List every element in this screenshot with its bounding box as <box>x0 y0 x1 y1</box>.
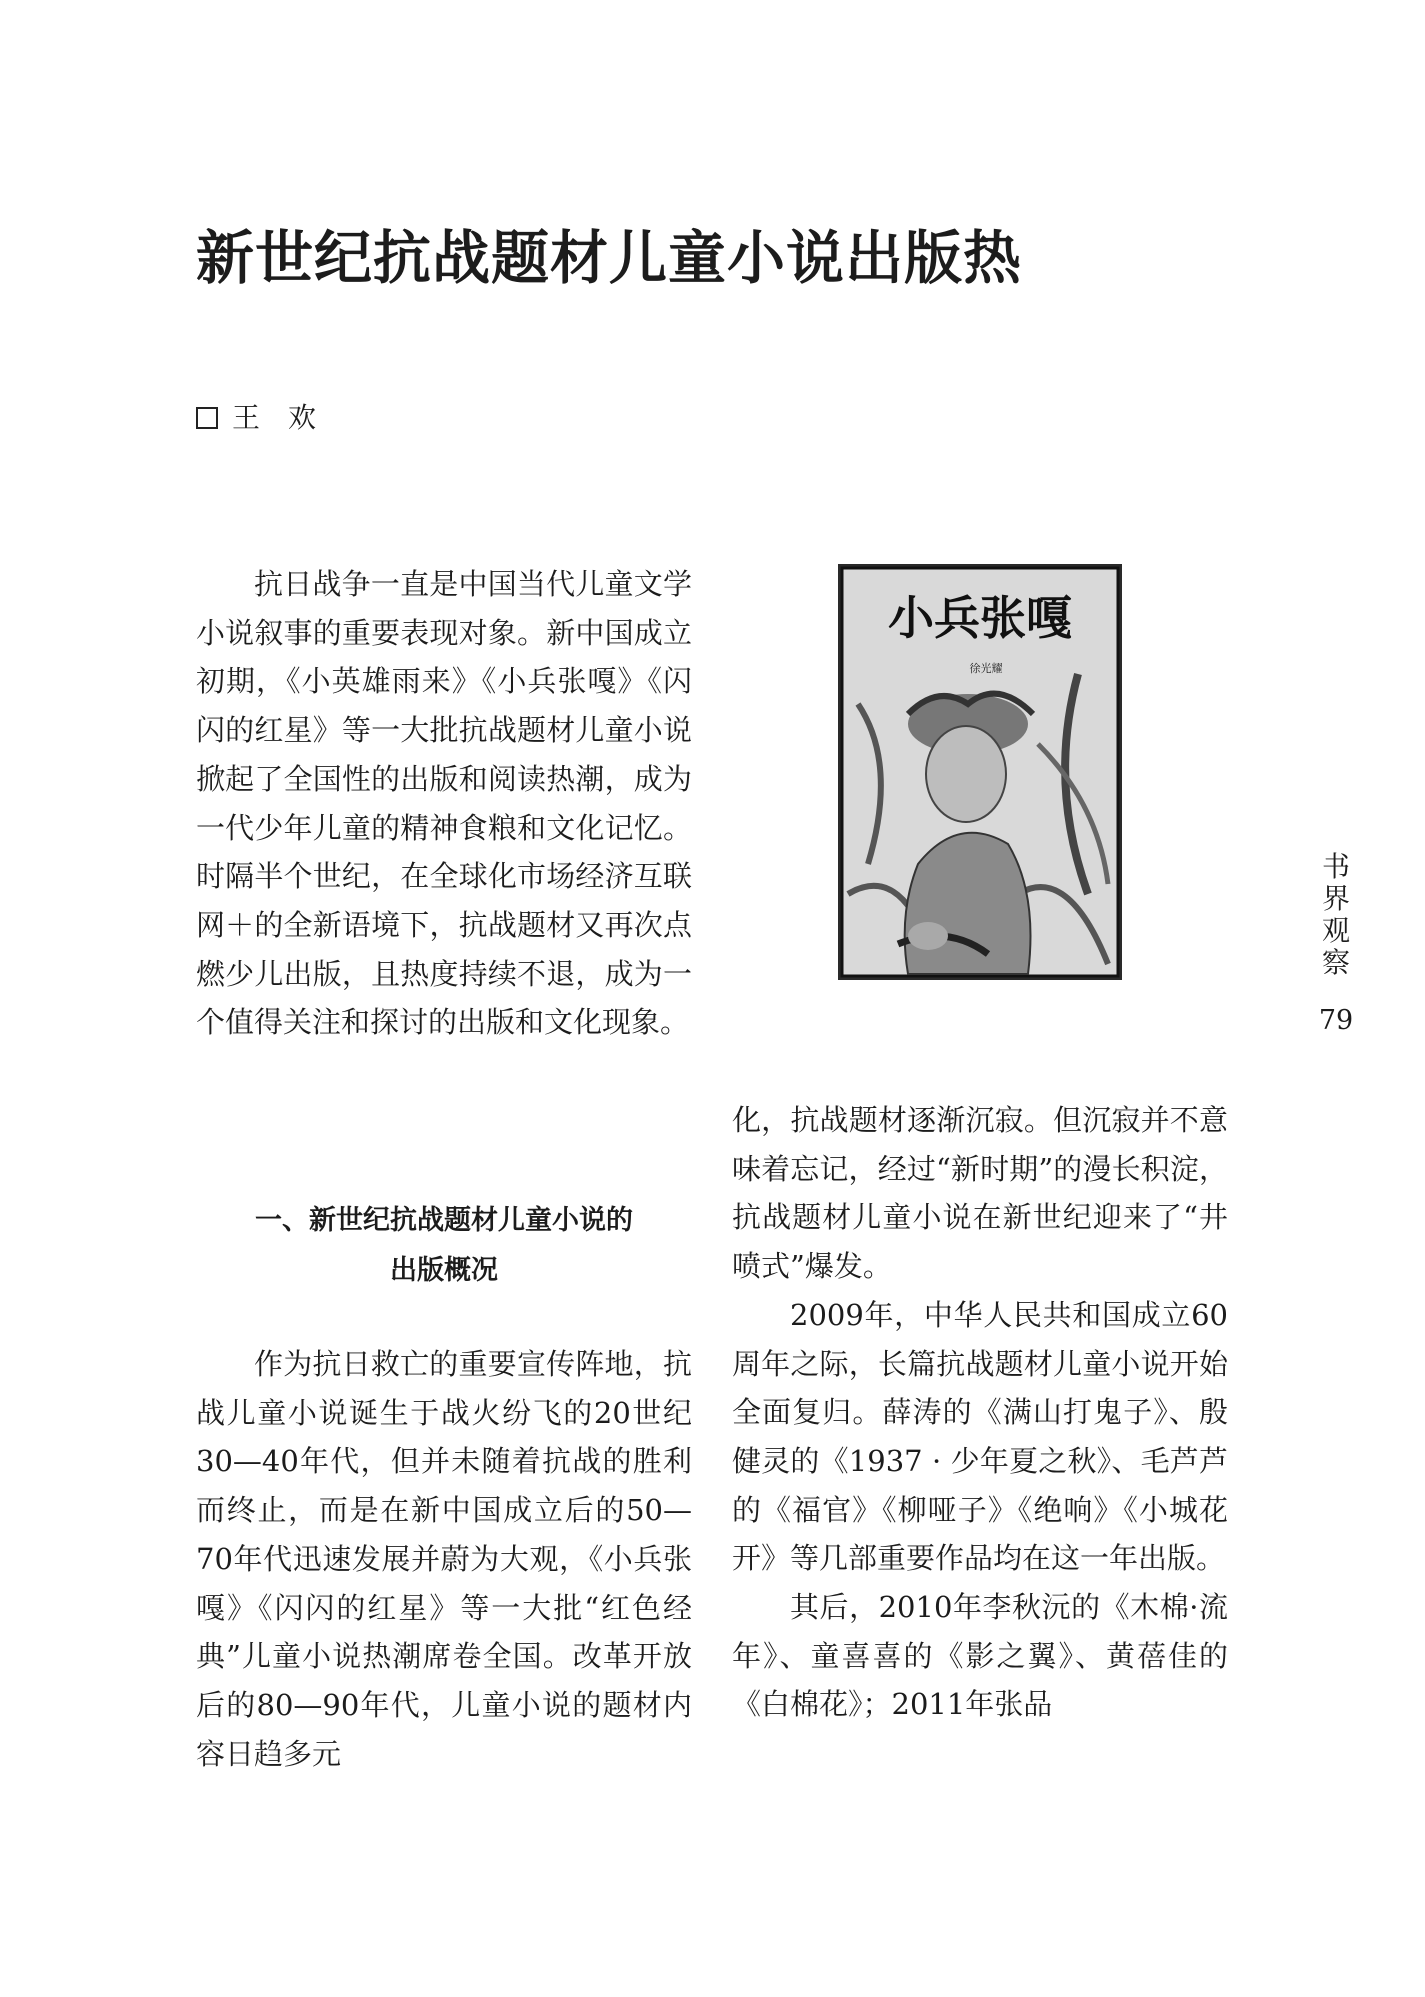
section-label-char: 界 <box>1321 882 1350 915</box>
section-heading-line2: 出版概况 <box>390 1255 498 1286</box>
article-title: 新世纪抗战题材儿童小说出版热 <box>196 224 1023 292</box>
cover-title: 小兵张嘎 <box>888 591 1072 645</box>
author-line <box>196 398 316 438</box>
section-paragraph: 作为抗日救亡的重要宣传阵地，抗战儿童小说诞生于战火纷飞的20世纪30—40年代，但并未随着抗战的胜利而终止，而是在新中国成立后的50—70年代迅速发展并蔚为大观，《小兵张嘎》《闪闪的红星》等一大批“红色经典”儿童小说热潮席卷全国。改革开放后的80—90年代，儿童小说的题材内容日趋多元 <box>196 1347 692 1771</box>
section-label-char: 察 <box>1321 946 1350 979</box>
book-cover-illustration <box>838 564 1122 980</box>
section-label-char: 观 <box>1321 914 1350 947</box>
section-heading <box>196 1196 692 1296</box>
intro-paragraph: 抗日战争一直是中国当代儿童文学小说叙事的重要表现对象。新中国成立初期，《小英雄雨来》《小兵张嘎》《闪闪的红星》等一大批抗战题材儿童小说掀起了全国性的出版和阅读热潮，成为一代少年儿童的精神食粮和文化记忆。时隔半个世纪，在全球化市场经济互联网＋的全新语境下，抗战题材又再次点燃少儿出版，且热度持续不退，成为一个值得关注和探讨的出版和文化现象。 <box>196 567 692 1040</box>
right-paragraph-3: 其后，2010年李秋沅的《木棉·流年》、童喜喜的《影之翼》、黄蓓佳的《白棉花》；2011年张品 <box>732 1590 1228 1722</box>
intro-column <box>196 560 692 1047</box>
right-paragraph-2: 2009年，中华人民共和国成立60周年之际，长篇抗战题材儿童小说开始全面复归。薛涛的《满山打鬼子》、殷健灵的《1937 · 少年夏之秋》、毛芦芦的《福官》《柳哑子》《绝响》《小城花开》等几部重要作品均在这一年出版。 <box>732 1297 1228 1576</box>
page-number: 79 <box>1318 1005 1354 1036</box>
section-heading-line1: 一、新世纪抗战题材儿童小说的 <box>255 1205 633 1236</box>
right-continuation-paragraph: 化，抗战题材逐渐沉寂。但沉寂并不意味着忘记，经过“新时期”的漫长积淀，抗战题材儿童小说在新世纪迎来了“井喷式”爆发。 <box>732 1103 1228 1284</box>
section-label-char: 书 <box>1321 850 1350 883</box>
cover-author: 徐光耀 <box>969 662 1003 675</box>
section-label <box>1316 851 1356 979</box>
book-cover-image <box>838 564 1122 980</box>
author-name: 王 欢 <box>232 401 317 434</box>
author-box-icon <box>196 407 218 429</box>
section-column <box>196 1340 692 1778</box>
right-column <box>732 1096 1228 1729</box>
